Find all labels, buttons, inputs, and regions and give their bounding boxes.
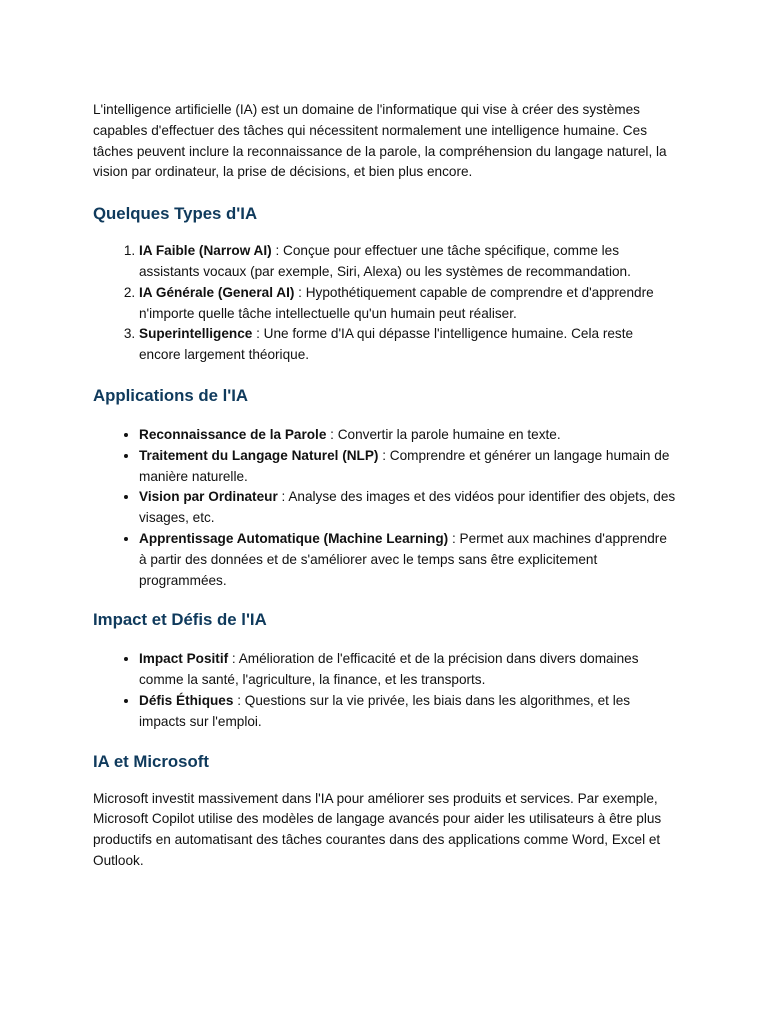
microsoft-paragraph: Microsoft investit massivement dans l'IA pour améliorer ses produits et services. Par exemple, Microsoft Copilot utilise des modèles de langage avancés pour aider les utilisateurs à être plus productifs en automatisant des tâches courantes dans des applications comme Word, Excel et Outlook. <box>93 790 662 868</box>
list-item-desc: : Comprendre et générer un langage humain de manière naturelle. <box>139 447 670 484</box>
list-item-desc: : Une forme d'IA qui dépasse l'intelligence humaine. Cela reste encore largement théorique. <box>139 326 634 363</box>
list-item-term: Impact Positif <box>139 651 229 667</box>
list-item-term: Vision par Ordinateur <box>139 489 278 505</box>
list-item-term: Traitement du Langage Naturel (NLP) <box>139 447 379 463</box>
applications-heading: Applications de l'IA <box>93 385 249 405</box>
intro-paragraph: L'intelligence artificielle (IA) est un domaine de l'informatique qui vise à créer des systèmes capables d'effectuer des tâches qui nécessitent normalement une intelligence humaine. Ces tâches peuvent inclure la reconnaissance de la parole, la compréhension du langage naturel, la vision par ordinateur, la prise de décisions, et bien plus encore. <box>93 102 667 180</box>
list-item-desc: : Conçue pour effectuer une tâche spécifique, comme les assistants vocaux (par exemple, Siri, Alexa) ou les systèmes de recommandation. <box>139 243 631 279</box>
list-item <box>139 529 676 591</box>
list-item-desc: : Analyse des images et des vidéos pour identifier des objets, des visages, etc. <box>139 489 676 526</box>
list-item <box>139 425 676 446</box>
list-item <box>139 283 676 325</box>
list-item-term: Défis Éthiques <box>139 692 234 708</box>
impact-list <box>93 649 676 732</box>
list-item-term: Superintelligence <box>139 326 253 342</box>
list-item-desc: : Convertir la parole humaine en texte. <box>326 426 561 442</box>
list-item <box>139 487 676 529</box>
types-heading: Quelques Types d'IA <box>93 204 258 224</box>
list-item-term: IA Générale (General AI) <box>139 284 295 300</box>
list-item-desc: : Hypothétiquement capable de comprendre et d'apprendre n'importe quelle tâche intellectuelle qu'un humain peut réaliser. <box>139 284 654 321</box>
list-item <box>139 446 676 488</box>
list-item-desc: : Amélioration de l'efficacité et de la précision dans divers domaines comme la santé, l'agriculture, la finance, et les transports. <box>139 651 639 688</box>
list-item-term: IA Faible (Narrow AI) <box>139 243 272 259</box>
list-item-desc: : Permet aux machines d'apprendre à partir des données et de s'améliorer avec le temps sans être explicitement programmées. <box>139 530 667 588</box>
applications-list <box>93 425 676 591</box>
list-item <box>139 324 676 366</box>
list-item <box>139 649 676 691</box>
list-item <box>139 241 676 283</box>
microsoft-heading: IA et Microsoft <box>93 751 209 771</box>
list-item-term: Apprentissage Automatique (Machine Learning) <box>139 530 449 546</box>
list-item <box>139 691 676 733</box>
impact-heading: Impact et Défis de l'IA <box>93 610 267 630</box>
types-list <box>93 241 676 366</box>
list-item-term: Reconnaissance de la Parole <box>139 426 327 442</box>
list-item-desc: : Questions sur la vie privée, les biais dans les algorithmes, et les impacts sur l'emploi. <box>139 692 631 729</box>
